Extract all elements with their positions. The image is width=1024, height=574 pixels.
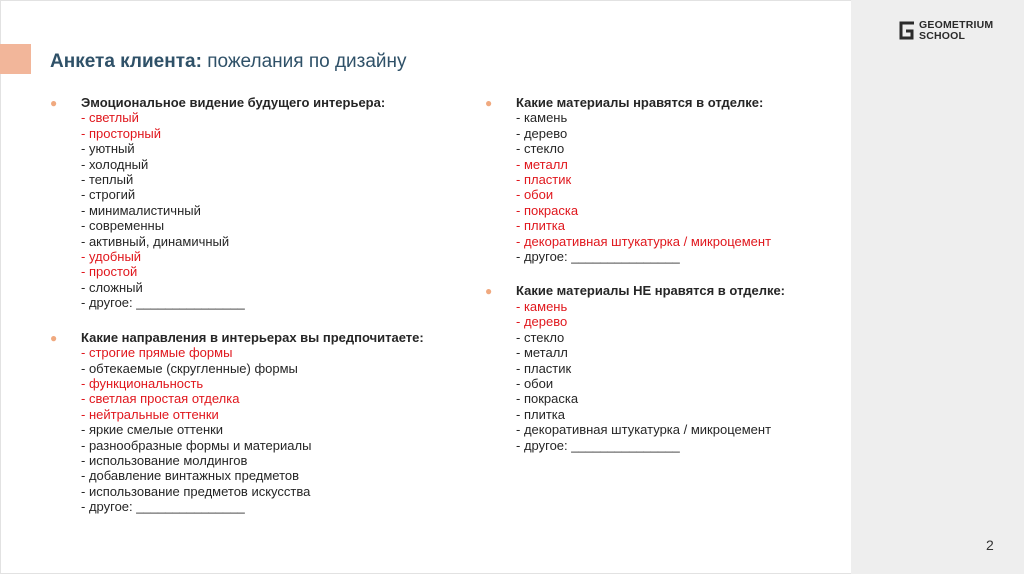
option-list xyxy=(516,110,845,264)
option-selected: - декоративная штукатурка / микроцемент xyxy=(516,233,772,249)
left-column xyxy=(50,95,450,515)
question-block xyxy=(485,283,845,452)
question-title: Эмоциональное видение будущего интерьера: xyxy=(81,95,386,110)
option: - дерево xyxy=(516,125,568,141)
option: - другое: _______________ xyxy=(81,295,245,311)
right-column xyxy=(485,95,845,453)
option: - другое: _______________ xyxy=(516,437,680,453)
bullet-icon: ● xyxy=(485,284,493,299)
option: - декоративная штукатурка / микроцемент xyxy=(516,422,772,438)
option-selected: - светлый xyxy=(81,110,139,126)
option: - минималистичный xyxy=(81,202,201,218)
option: - добавление винтажных предметов xyxy=(81,468,300,484)
option: - разнообразные формы и материалы xyxy=(81,437,312,453)
option: - другое: _______________ xyxy=(81,499,245,515)
option-selected: - металл xyxy=(516,156,568,172)
option-selected: - покраска xyxy=(516,202,579,218)
option-selected: - нейтральные оттенки xyxy=(81,406,219,422)
logo-line-1: GEOMETRIUM xyxy=(919,19,994,31)
option: - холодный xyxy=(81,156,149,172)
option: - современны xyxy=(81,218,165,234)
option: - покраска xyxy=(516,391,579,407)
option: - стекло xyxy=(516,329,565,345)
accent-block xyxy=(0,44,31,74)
geometrium-logo-icon xyxy=(898,21,915,40)
option: - использование молдингов xyxy=(81,452,248,468)
option: - уютный xyxy=(81,141,135,157)
option: - яркие смелые оттенки xyxy=(81,422,224,438)
option: - использование предметов искусства xyxy=(81,483,311,499)
option: - металл xyxy=(516,345,568,361)
option: - стекло xyxy=(516,141,565,157)
option-selected: - строгие прямые формы xyxy=(81,345,233,361)
option-list xyxy=(516,299,845,453)
bullet-icon: ● xyxy=(485,96,493,110)
side-panel xyxy=(851,0,1024,574)
question-title: Какие направления в интерьерах вы предпочитаете: xyxy=(81,329,424,345)
bullet-icon: ● xyxy=(50,330,58,345)
question-block xyxy=(50,95,450,311)
question-title: Какие материалы НЕ нравятся в отделке: xyxy=(516,283,786,299)
option: - обтекаемые (скругленные) формы xyxy=(81,360,298,376)
page-number: 2 xyxy=(986,537,994,553)
option: - обои xyxy=(516,375,554,391)
option-selected: - просторный xyxy=(81,125,161,141)
option-selected: - обои xyxy=(516,187,554,203)
option: - другое: _______________ xyxy=(516,249,680,265)
option: - камень xyxy=(516,110,568,126)
page-title-rest: пожелания по дизайну xyxy=(201,51,407,72)
brand-logo xyxy=(898,20,993,41)
option-selected: - простой xyxy=(81,264,138,280)
question-block xyxy=(485,95,845,264)
option-list xyxy=(81,110,450,310)
option: - пластик xyxy=(516,360,572,376)
logo-text xyxy=(919,20,993,41)
question-title: Какие материалы нравятся в отделке: xyxy=(516,95,764,110)
option: - плитка xyxy=(516,406,565,422)
logo-line-2: SCHOOL xyxy=(919,29,966,42)
option-selected: - камень xyxy=(516,298,568,314)
page-title xyxy=(50,51,407,73)
option-selected: - дерево xyxy=(516,314,568,330)
option-list xyxy=(81,345,450,514)
option-selected: - пластик xyxy=(516,172,572,188)
option-selected: - плитка xyxy=(516,218,565,234)
option-selected: - светлая простая отделка xyxy=(81,391,240,407)
option: - сложный xyxy=(81,279,143,295)
page-title-bold: Анкета клиента: xyxy=(50,51,202,72)
option: - активный, динамичный xyxy=(81,233,230,249)
option: - теплый xyxy=(81,172,134,188)
bullet-icon: ● xyxy=(50,96,58,110)
option-selected: - функциональность xyxy=(81,375,204,391)
option: - строгий xyxy=(81,187,136,203)
option-selected: - удобный xyxy=(81,249,142,265)
question-block xyxy=(50,330,450,515)
